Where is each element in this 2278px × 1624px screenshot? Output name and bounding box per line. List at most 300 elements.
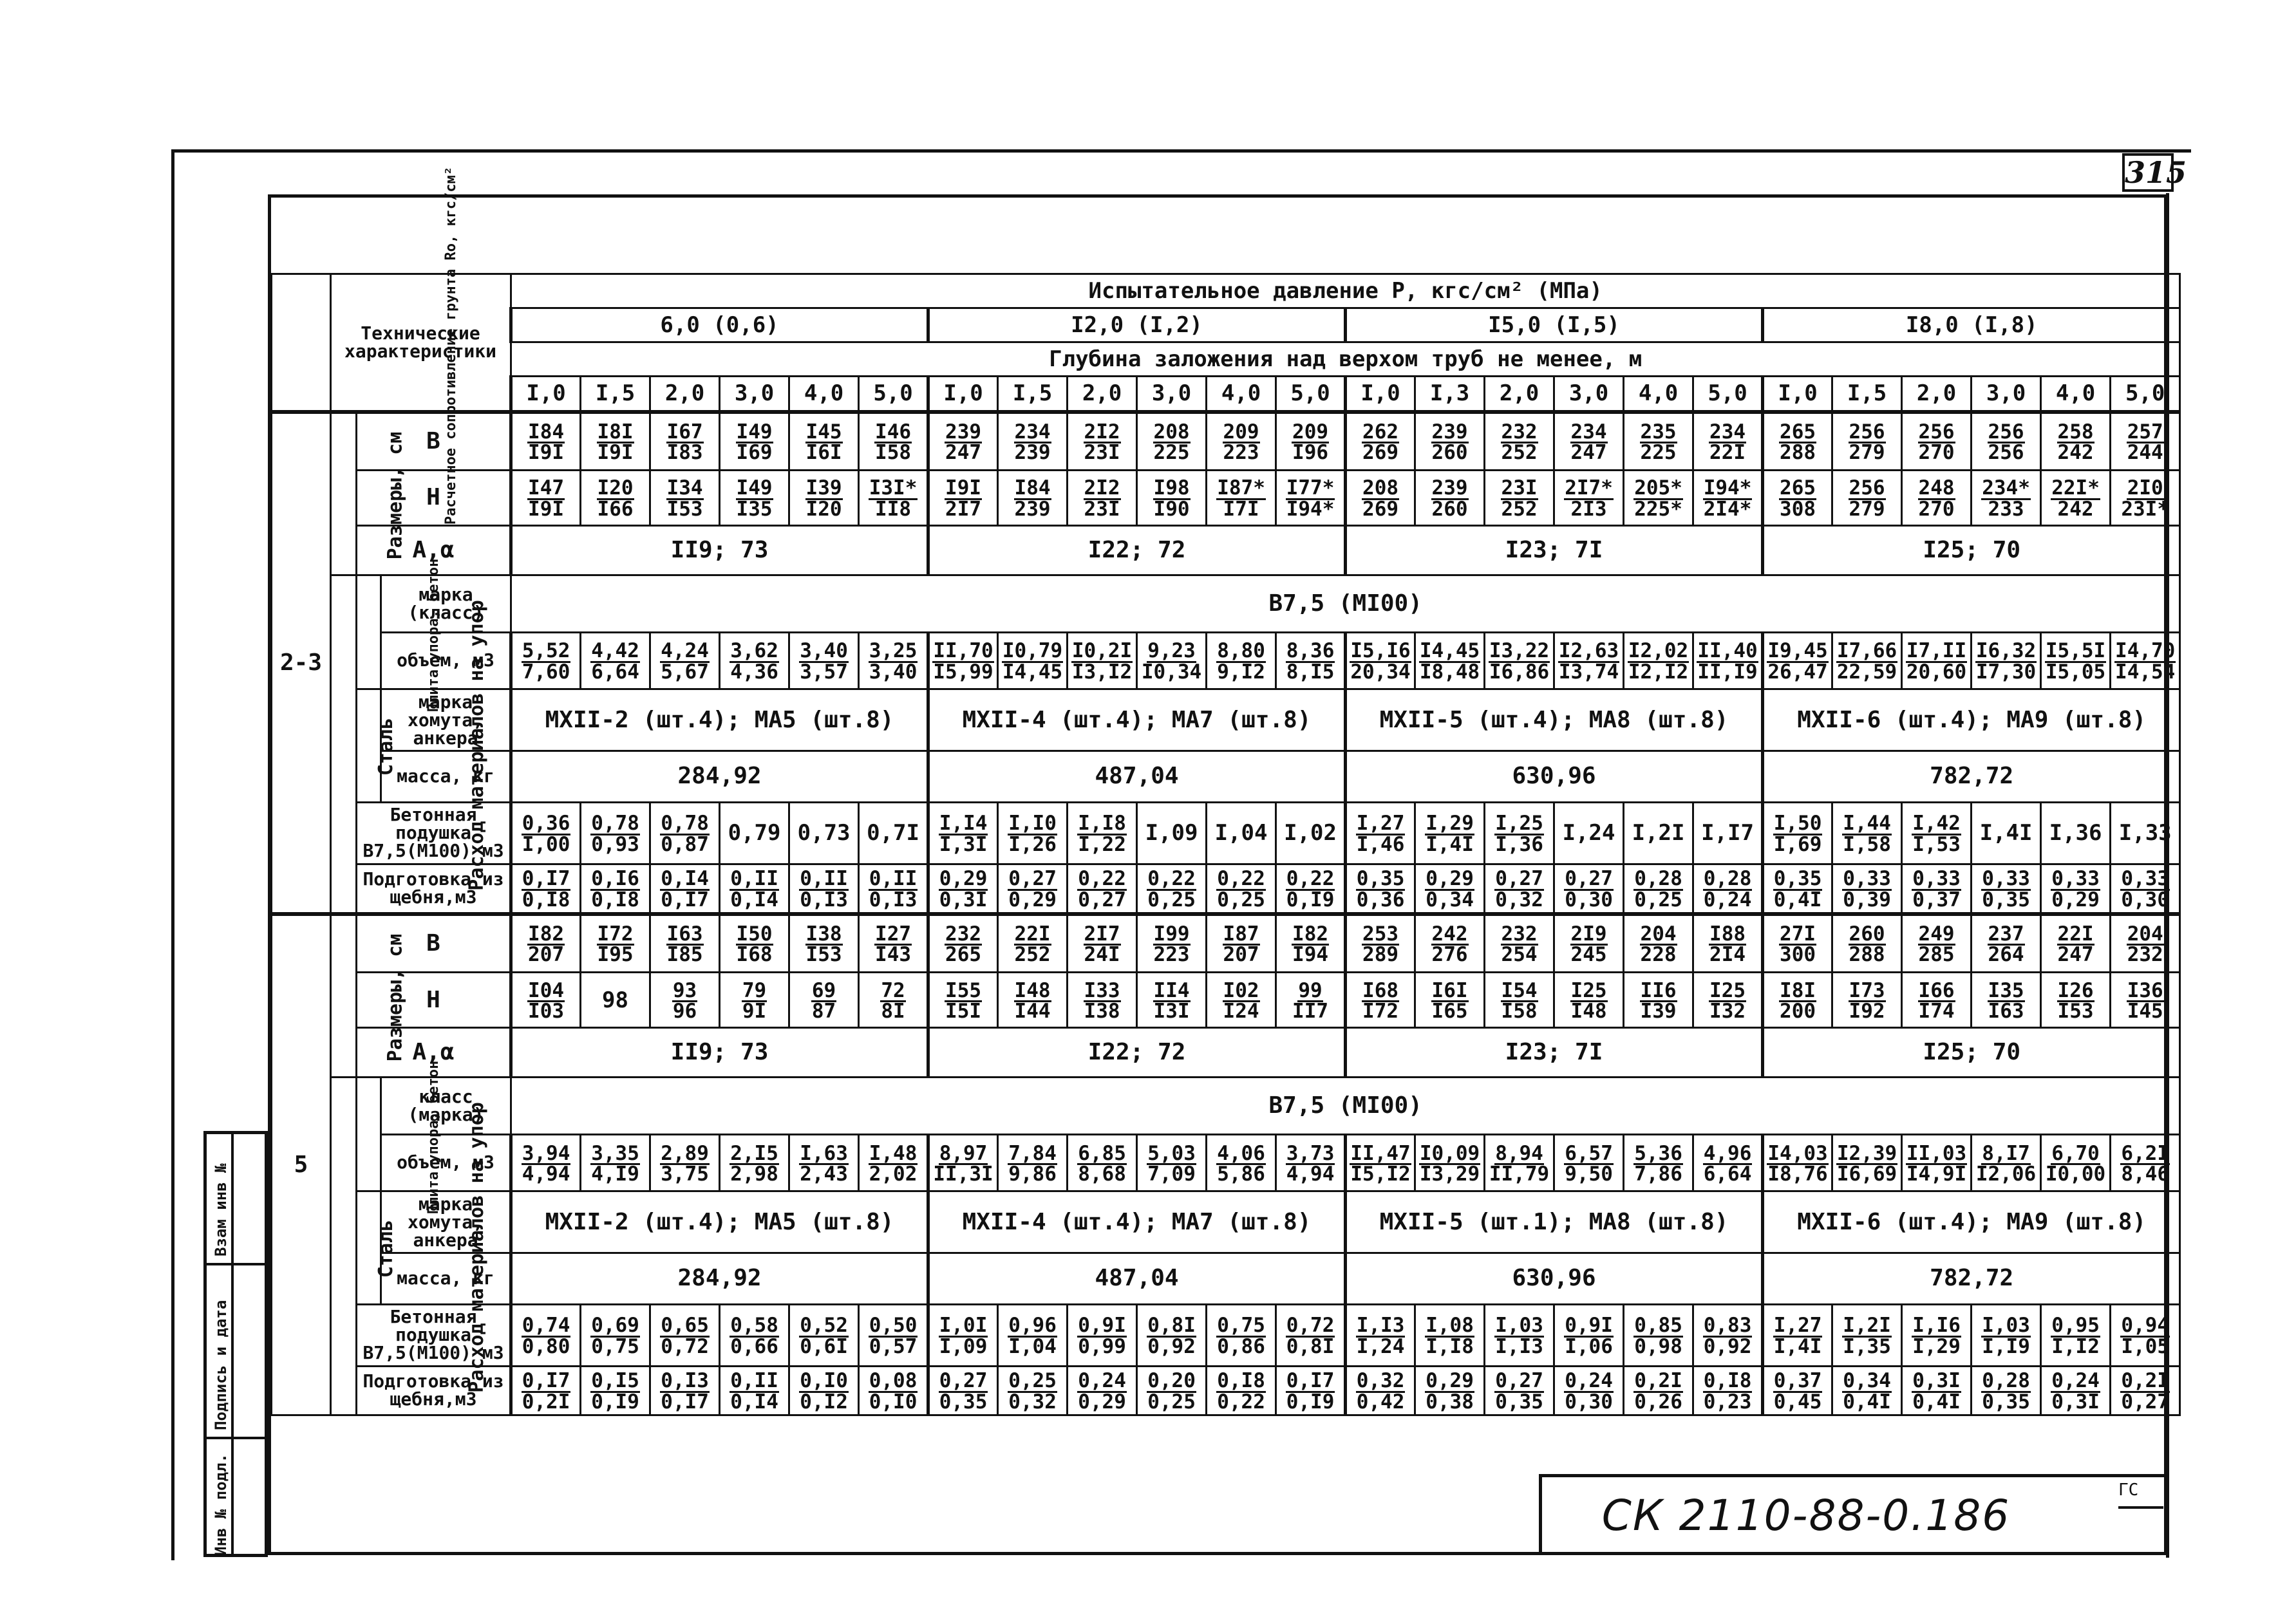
fraction-value <box>1842 1316 1892 1356</box>
fraction-denominator: 0,I4 <box>730 1390 778 1414</box>
anchor-value: МХII-6 (шт.4); МА9 (шт.8) <box>1763 689 2180 751</box>
row-mass <box>272 751 2180 803</box>
depth-value: 5,0 <box>2111 377 2180 412</box>
pad-value: I,2I <box>1624 802 1693 864</box>
fraction-value <box>660 1141 710 1186</box>
fraction-numerator: 0,24 <box>1078 1369 1126 1393</box>
Aa-value: I22; 72 <box>928 525 1346 575</box>
fraction-numerator: 265 <box>1780 476 1816 500</box>
volume-value <box>720 1134 789 1191</box>
B-value <box>720 914 789 973</box>
fraction-numerator: 0,29 <box>1426 867 1474 891</box>
fraction-denominator: I2,06 <box>1975 1162 2037 1186</box>
B-value <box>1137 412 1207 471</box>
mass-value: 782,72 <box>1763 751 2180 803</box>
fraction-denominator: 0,I2 <box>800 1390 848 1414</box>
gravel-value <box>1972 864 2041 914</box>
fraction-value <box>1008 1369 1057 1414</box>
H-value <box>1415 972 1485 1027</box>
fraction-value <box>1773 814 1823 854</box>
fraction-denominator: 0,3I <box>2051 1390 2100 1414</box>
fraction-denominator: I3I <box>1153 1000 1190 1023</box>
fraction-denominator: I94 <box>1292 943 1329 967</box>
fraction-numerator: 0,33 <box>1982 867 2030 891</box>
H-value <box>928 470 998 525</box>
fraction-denominator: I,05 <box>2121 1334 2170 1358</box>
gravel-value <box>1137 1366 1207 1415</box>
fraction-numerator: 0,33 <box>2121 867 2170 891</box>
fraction-denominator: 0,I3 <box>800 888 848 911</box>
fraction-denominator: 4,36 <box>730 660 778 684</box>
fraction-denominator: I7I <box>1223 497 1259 521</box>
fraction-numerator: 0,2I <box>1634 1369 1682 1393</box>
gravel-value <box>1207 1366 1276 1415</box>
fraction-numerator: 6,85 <box>1078 1141 1126 1165</box>
fraction-numerator: I77* <box>1286 476 1335 500</box>
fraction-denominator: 7,09 <box>1147 1162 1196 1186</box>
fraction-numerator: I27 <box>875 922 912 946</box>
fraction-numerator: 0,I3 <box>661 1369 709 1393</box>
fraction-denominator: 9I <box>742 1000 767 1023</box>
B-value <box>1902 412 1972 471</box>
fraction-numerator: I72 <box>597 922 634 946</box>
fraction-value <box>527 978 565 1023</box>
H-value <box>1346 470 1415 525</box>
fraction-numerator: I82 <box>1292 922 1329 946</box>
fraction-value <box>1147 867 1196 911</box>
row-anchor <box>272 689 2180 751</box>
replace-inventory-label: Взам инв № <box>212 1163 230 1256</box>
fraction-denominator: 0,I4 <box>730 888 778 911</box>
fraction-denominator: 0,I8 <box>522 888 570 911</box>
fraction-value <box>1286 639 1335 684</box>
fraction-denominator: 232 <box>2127 943 2163 967</box>
fraction-denominator: 0,30 <box>1565 888 1613 911</box>
fraction-value <box>1564 1141 1614 1186</box>
H-value <box>1624 470 1693 525</box>
gravel-value <box>1415 864 1485 914</box>
fraction-numerator: 0,24 <box>2051 1369 2100 1393</box>
fraction-numerator: 0,85 <box>1634 1314 1682 1338</box>
fraction-denominator: 285 <box>1918 943 1955 967</box>
fraction-denominator: I,53 <box>1912 832 1961 856</box>
Aa-label: А,α <box>357 525 511 575</box>
fraction-numerator: 232 <box>945 922 982 946</box>
fraction-value <box>2057 978 2094 1023</box>
side-stamp-divider-1 <box>207 1263 266 1265</box>
fraction-value <box>1084 978 1121 1023</box>
concrete-grade: В7,5 (МI00) <box>511 575 2180 632</box>
document-code: СК 2110-88-0.186 <box>1601 1491 2011 1540</box>
fraction-value <box>1918 922 1955 967</box>
fraction-numerator: II,70 <box>933 639 993 663</box>
anchor-value: МХII-5 (шт.1); МА8 (шт.8) <box>1346 1191 1763 1253</box>
fraction-denominator: 288 <box>1849 943 1885 967</box>
H-value <box>1763 470 1832 525</box>
fraction-numerator: I84 <box>1014 476 1051 500</box>
fraction-denominator: I4,45 <box>1002 660 1063 684</box>
fraction-denominator: II7 <box>1292 1000 1329 1023</box>
fraction-numerator: 0,I6 <box>591 867 639 891</box>
fraction-value <box>1779 476 1816 521</box>
fraction-value <box>1570 922 1608 967</box>
pad-value <box>1554 1304 1624 1366</box>
fraction-numerator: 23I <box>1501 476 1538 500</box>
fraction-numerator: 0,94 <box>2121 1314 2170 1338</box>
fraction-value <box>2051 1369 2100 1414</box>
row-B <box>272 412 2180 471</box>
soil-resistance-value: 2-3 <box>272 412 331 914</box>
fraction-denominator: I6I <box>805 441 842 465</box>
row-Aa <box>272 525 2180 575</box>
fraction-denominator: II,I9 <box>1697 660 1758 684</box>
fraction-denominator: 0,39 <box>1843 888 1891 911</box>
gravel-value <box>2041 864 2111 914</box>
gravel-value <box>1693 1366 1763 1415</box>
fraction-value <box>1362 922 1399 967</box>
fraction-numerator: I54 <box>1501 978 1538 1002</box>
fraction-numerator: 5,36 <box>1634 1141 1682 1165</box>
pad-value <box>720 1304 789 1366</box>
fraction-value <box>2045 639 2106 684</box>
materials-label-text: Расход материалов на упор <box>465 600 488 891</box>
pressure-3: I8,0 (I,8) <box>1763 308 2180 342</box>
pad-value <box>1346 1304 1415 1366</box>
pad-value <box>650 802 720 864</box>
fraction-value <box>1147 1316 1196 1356</box>
fraction-value <box>1153 978 1191 1023</box>
fraction-numerator: 0,I8 <box>1217 1369 1265 1393</box>
fraction-denominator: I6,86 <box>1489 660 1550 684</box>
fraction-numerator: 0,78 <box>661 812 709 835</box>
fraction-value <box>1292 978 1329 1023</box>
fraction-denominator: I,04 <box>1008 1334 1057 1358</box>
fraction-denominator: I9I <box>528 441 565 465</box>
pad-value <box>1763 1304 1832 1366</box>
fraction-numerator: I49 <box>736 476 773 500</box>
pad-value: I,I7 <box>1693 802 1763 864</box>
fraction-numerator: 205* <box>1634 476 1682 500</box>
fraction-numerator: I26 <box>2057 978 2094 1002</box>
H-value <box>720 972 789 1027</box>
fraction-denominator: 239 <box>1014 441 1051 465</box>
fraction-denominator: 2,43 <box>800 1162 848 1186</box>
fraction-numerator: 2I2 <box>1084 420 1120 443</box>
fraction-denominator: 269 <box>1362 441 1399 465</box>
fraction-denominator: I,I3 <box>1495 1334 1543 1358</box>
gravel-value <box>1624 1366 1693 1415</box>
fraction-value <box>1356 1316 1406 1356</box>
volume-value <box>1276 1134 1346 1191</box>
depth-value: 5,0 <box>1276 377 1346 412</box>
fraction-denominator: I03 <box>528 1000 565 1023</box>
fraction-value <box>2057 922 2094 967</box>
fraction-value <box>2127 978 2164 1023</box>
fraction-denominator: I85 <box>666 943 703 967</box>
row-H <box>272 972 2180 1027</box>
H-value <box>1832 972 1902 1027</box>
fraction-value <box>522 1369 571 1414</box>
H-value <box>1068 972 1137 1027</box>
fraction-numerator: 248 <box>1918 476 1955 500</box>
fraction-numerator: 7,84 <box>1008 1141 1057 1165</box>
fraction-value <box>1779 978 1816 1023</box>
B-value <box>1554 412 1624 471</box>
B-value <box>1972 412 2041 471</box>
fraction-numerator: I0,79 <box>1002 639 1063 663</box>
fraction-value <box>730 1369 779 1414</box>
fraction-denominator: 8,46 <box>2121 1162 2170 1186</box>
gravel-value <box>1485 1366 1554 1415</box>
volume-value <box>1902 1134 1972 1191</box>
fraction-denominator: 264 <box>1988 943 2024 967</box>
fraction-value <box>590 1316 640 1356</box>
fraction-numerator: I5,5I <box>2045 639 2106 663</box>
fraction-value <box>1501 922 1538 967</box>
fraction-numerator: 0,3I <box>1912 1369 1961 1393</box>
fraction-denominator: I,4I <box>1773 1334 1822 1358</box>
fraction-denominator: I,58 <box>1843 832 1891 856</box>
fraction-value <box>2045 1141 2106 1186</box>
H-value <box>1276 470 1346 525</box>
fraction-numerator: 2,I5 <box>730 1141 778 1165</box>
fraction-value <box>1431 420 1469 465</box>
row-Aa <box>272 1028 2180 1078</box>
gravel-value <box>650 1366 720 1415</box>
depth-value: 3,0 <box>720 377 789 412</box>
depth-value: I,3 <box>1415 377 1485 412</box>
fraction-denominator: I20 <box>805 497 842 521</box>
H-value <box>1763 972 1832 1027</box>
fraction-denominator: I,4I <box>1426 832 1474 856</box>
fraction-numerator: 6,70 <box>2051 1141 2100 1165</box>
fraction-numerator: I99 <box>1153 922 1190 946</box>
fraction-value <box>522 867 571 911</box>
fraction-value <box>1842 814 1892 854</box>
fraction-denominator: I39 <box>1640 1000 1677 1023</box>
fraction-numerator: I6I <box>1431 978 1468 1002</box>
fraction-denominator: 270 <box>1918 497 1955 521</box>
fraction-denominator: 0,80 <box>522 1334 570 1358</box>
fraction-value <box>1981 867 2031 911</box>
pad-value: I,36 <box>2041 802 2111 864</box>
fraction-denominator: 0,3I <box>939 888 988 911</box>
fraction-value <box>1077 1316 1127 1356</box>
volume-value <box>1832 632 1902 689</box>
gravel-value <box>998 864 1068 914</box>
Aa-value: I25; 70 <box>1763 525 2180 575</box>
fraction-numerator: 239 <box>1431 476 1468 500</box>
gravel-value <box>859 1366 928 1415</box>
pad-value: I,33 <box>2111 802 2180 864</box>
fraction-denominator: 0,25 <box>1217 888 1265 911</box>
fraction-denominator: 3,40 <box>869 660 918 684</box>
fraction-numerator: 0,II <box>730 867 778 891</box>
fraction-numerator: 0,27 <box>1008 867 1057 891</box>
page-number: 315 <box>2122 153 2174 192</box>
fraction-denominator: 4,94 <box>522 1162 570 1186</box>
volume-value <box>1485 1134 1554 1191</box>
fraction-numerator: 239 <box>945 420 982 443</box>
fraction-value <box>1431 978 1469 1023</box>
fraction-numerator: 0,75 <box>1217 1314 1265 1338</box>
fraction-denominator: 0,57 <box>869 1334 918 1358</box>
depth-value: 3,0 <box>1137 377 1207 412</box>
fraction-value <box>1419 639 1480 684</box>
pad-value: I,09 <box>1137 802 1207 864</box>
fraction-numerator: I9I <box>945 476 982 500</box>
fraction-numerator: 232 <box>1501 420 1538 443</box>
fraction-value <box>1628 639 1689 684</box>
fraction-value <box>1697 639 1758 684</box>
fraction-denominator: 0,I9 <box>1286 888 1335 911</box>
fraction-value <box>1216 1316 1266 1356</box>
fraction-numerator: I67 <box>666 420 703 443</box>
fraction-value <box>1286 1141 1335 1186</box>
gravel-value <box>1624 864 1693 914</box>
plate-label <box>357 1061 442 1215</box>
B-value <box>1693 914 1763 973</box>
fraction-numerator: 0,27 <box>1565 867 1613 891</box>
side-stamp-divider-2 <box>207 1437 266 1439</box>
fraction-numerator: 258 <box>2057 420 2094 443</box>
fraction-numerator: I,03 <box>1495 1314 1543 1338</box>
fraction-numerator: 253 <box>1362 922 1399 946</box>
B-value <box>1763 914 1832 973</box>
pad-value <box>1207 1304 1276 1366</box>
fraction-numerator: 5,52 <box>522 639 570 663</box>
fraction-numerator: 237 <box>1988 922 2024 946</box>
fraction-denominator: 0,36 <box>1356 888 1405 911</box>
gravel-value <box>789 1366 859 1415</box>
fraction-value <box>522 639 571 684</box>
fraction-denominator: 207 <box>1223 943 1259 967</box>
pad-value <box>1068 1304 1137 1366</box>
sizes-label <box>331 412 407 575</box>
fraction-value <box>1489 1141 1550 1186</box>
fraction-denominator: 9,50 <box>1565 1162 1613 1186</box>
H-value <box>1972 972 2041 1027</box>
volume-label: объем, м3 <box>381 632 511 689</box>
fraction-value <box>742 978 767 1023</box>
fraction-denominator: I58 <box>875 441 912 465</box>
fraction-denominator: 279 <box>1849 441 1885 465</box>
fraction-numerator: 2,89 <box>661 1141 709 1165</box>
pad-value <box>1693 1304 1763 1366</box>
fraction-numerator: I63 <box>666 922 703 946</box>
fraction-value <box>1216 1369 1266 1414</box>
fraction-numerator: 208 <box>1153 420 1190 443</box>
volume-value <box>1207 1134 1276 1191</box>
fraction-value <box>880 978 905 1023</box>
gravel-value <box>1137 864 1207 914</box>
fraction-numerator: I4,45 <box>1419 639 1480 663</box>
fraction-denominator: 247 <box>2057 943 2094 967</box>
fraction-denominator: I48 <box>1570 1000 1607 1023</box>
fraction-denominator: 0,29 <box>2051 888 2100 911</box>
pad-value <box>859 1304 928 1366</box>
fraction-value <box>1286 867 1335 911</box>
fraction-numerator: 256 <box>1849 476 1885 500</box>
fraction-numerator: I68 <box>1362 978 1399 1002</box>
fraction-denominator: I,36 <box>1495 832 1543 856</box>
fraction-denominator: I,35 <box>1843 1334 1891 1358</box>
fraction-value <box>2057 420 2094 465</box>
fraction-numerator: 256 <box>1988 420 2024 443</box>
fraction-value <box>590 639 640 684</box>
fraction-value <box>1906 1141 1967 1186</box>
row-volume <box>272 632 2180 689</box>
fraction-numerator: I,27 <box>1356 812 1405 835</box>
B-value <box>2111 914 2180 973</box>
fraction-value <box>799 1369 849 1414</box>
volume-value <box>2111 1134 2180 1191</box>
fraction-value <box>1564 476 1614 521</box>
volume-value <box>859 1134 928 1191</box>
fraction-denominator: 0,75 <box>591 1334 639 1358</box>
fraction-denominator: I3,29 <box>1419 1162 1480 1186</box>
fraction-numerator: 2I0 <box>2127 476 2163 500</box>
pad-value: I,24 <box>1554 802 1624 864</box>
fraction-numerator: I33 <box>1084 978 1120 1002</box>
fraction-value <box>1501 978 1538 1023</box>
fraction-numerator: 0,II <box>800 867 848 891</box>
fraction-value <box>1640 420 1677 465</box>
fraction-denominator: I65 <box>1431 1000 1468 1023</box>
row-H <box>272 470 2180 525</box>
fraction-denominator: I32 <box>1709 1000 1746 1023</box>
fraction-denominator: 0,25 <box>1147 1390 1196 1414</box>
volume-label: объем, м3 <box>381 1134 511 1191</box>
fraction-numerator: I04 <box>528 978 565 1002</box>
fraction-numerator: 234 <box>1709 420 1746 443</box>
fraction-denominator: II,3I <box>933 1162 993 1186</box>
fraction-numerator: 0,83 <box>1703 1314 1752 1338</box>
mass-value: 630,96 <box>1346 751 1763 803</box>
H-value <box>789 972 859 1027</box>
gravel-value <box>1068 864 1137 914</box>
volume-value <box>1554 632 1624 689</box>
fraction-numerator: II6 <box>1640 978 1677 1002</box>
fraction-numerator: I25 <box>1570 978 1607 1002</box>
fraction-value <box>939 1316 988 1356</box>
fraction-denominator: 0,32 <box>1008 1390 1057 1414</box>
header-row-4 <box>272 377 2180 412</box>
fraction-value <box>1773 1369 1823 1414</box>
fraction-denominator: 260 <box>1431 441 1468 465</box>
fraction-value <box>1918 420 1955 465</box>
gravel-value <box>1346 1366 1415 1415</box>
side-stamp-col-2 <box>234 1134 268 1554</box>
H-value <box>1972 470 2041 525</box>
H-value <box>2041 972 2111 1027</box>
fraction-numerator: 22I <box>2057 922 2094 946</box>
fraction-denominator: 207 <box>528 943 565 967</box>
fraction-value <box>1077 814 1127 854</box>
fraction-denominator: 0,29 <box>1008 888 1057 911</box>
gravel-value <box>928 864 998 914</box>
pad-value <box>1346 802 1415 864</box>
plate-label-text: Плита упора, бетон <box>426 558 442 713</box>
fraction-value <box>1425 814 1474 854</box>
fraction-value <box>1008 867 1057 911</box>
B-value <box>720 412 789 471</box>
fraction-denominator: 8I <box>881 1000 905 1023</box>
fraction-numerator: 27I <box>1780 922 1816 946</box>
H-value <box>1276 972 1346 1027</box>
fraction-value <box>660 814 710 854</box>
fraction-denominator: 0,42 <box>1356 1390 1405 1414</box>
